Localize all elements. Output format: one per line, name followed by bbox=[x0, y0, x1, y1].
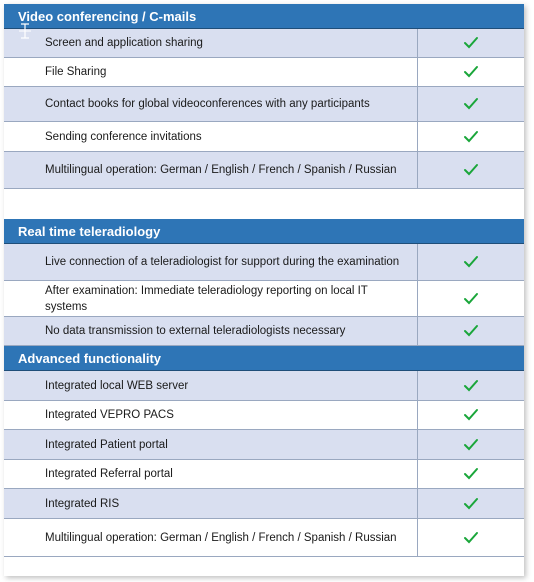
text-cursor-icon bbox=[18, 23, 32, 39]
section-video-conferencing bbox=[4, 4, 524, 189]
section-title: Advanced functionality bbox=[18, 351, 162, 366]
check-icon bbox=[463, 408, 479, 422]
feature-label: Multilingual operation: German / English / French / Spanish / Russian bbox=[4, 152, 418, 188]
check-cell bbox=[418, 460, 524, 488]
check-cell bbox=[418, 244, 524, 280]
check-icon bbox=[463, 467, 479, 481]
feature-label: Integrated VEPRO PACS bbox=[4, 401, 418, 429]
check-cell bbox=[418, 401, 524, 429]
section-header bbox=[4, 346, 524, 371]
check-icon bbox=[463, 324, 479, 338]
section-advanced-functionality bbox=[4, 346, 524, 557]
table-row bbox=[4, 317, 524, 346]
section-spacer bbox=[4, 189, 524, 219]
table-row bbox=[4, 87, 524, 122]
check-icon bbox=[463, 130, 479, 144]
check-cell bbox=[418, 430, 524, 459]
feature-label: Contact books for global videoconferences with any participants bbox=[4, 87, 418, 121]
section-real-time-teleradiology bbox=[4, 219, 524, 346]
feature-label: Live connection of a teleradiologist for support during the examination bbox=[4, 244, 418, 280]
section-header bbox=[4, 219, 524, 244]
check-cell bbox=[418, 152, 524, 188]
check-cell bbox=[418, 371, 524, 400]
check-cell bbox=[418, 122, 524, 151]
check-icon bbox=[463, 438, 479, 452]
table-row bbox=[4, 430, 524, 460]
check-icon bbox=[463, 497, 479, 511]
check-icon bbox=[463, 292, 479, 306]
table-row bbox=[4, 519, 524, 557]
table-row bbox=[4, 244, 524, 281]
section-title: Real time teleradiology bbox=[18, 224, 161, 239]
feature-label: Integrated local WEB server bbox=[4, 371, 418, 400]
check-cell bbox=[418, 317, 524, 345]
feature-label: No data transmission to external teleradiologists necessary bbox=[4, 317, 418, 345]
feature-label: After examination: Immediate teleradiology reporting on local IT systems bbox=[4, 281, 418, 316]
feature-label: Integrated Referral portal bbox=[4, 460, 418, 488]
check-icon bbox=[463, 255, 479, 269]
check-icon bbox=[463, 65, 479, 79]
table-row bbox=[4, 401, 524, 430]
check-cell bbox=[418, 519, 524, 556]
table-row bbox=[4, 371, 524, 401]
feature-label: File Sharing bbox=[4, 58, 418, 86]
feature-label: Integrated Patient portal bbox=[4, 430, 418, 459]
table-row bbox=[4, 29, 524, 58]
check-cell bbox=[418, 87, 524, 121]
check-cell bbox=[418, 58, 524, 86]
check-icon bbox=[463, 379, 479, 393]
feature-label: Integrated RIS bbox=[4, 489, 418, 518]
table-row bbox=[4, 122, 524, 152]
feature-label: Multilingual operation: German / English / French / Spanish / Russian bbox=[4, 519, 418, 556]
table-row bbox=[4, 460, 524, 489]
section-title: Video conferencing / C-mails bbox=[18, 9, 197, 24]
check-icon bbox=[463, 531, 479, 545]
check-cell bbox=[418, 29, 524, 57]
table-row bbox=[4, 489, 524, 519]
check-cell bbox=[418, 489, 524, 518]
feature-table bbox=[4, 4, 524, 557]
check-icon bbox=[463, 163, 479, 177]
check-icon bbox=[463, 97, 479, 111]
table-row bbox=[4, 152, 524, 189]
table-row bbox=[4, 281, 524, 317]
feature-label: Sending conference invitations bbox=[4, 122, 418, 151]
check-icon bbox=[463, 36, 479, 50]
table-row bbox=[4, 58, 524, 87]
check-cell bbox=[418, 281, 524, 316]
feature-label: Screen and application sharing bbox=[4, 29, 418, 57]
section-header bbox=[4, 4, 524, 29]
